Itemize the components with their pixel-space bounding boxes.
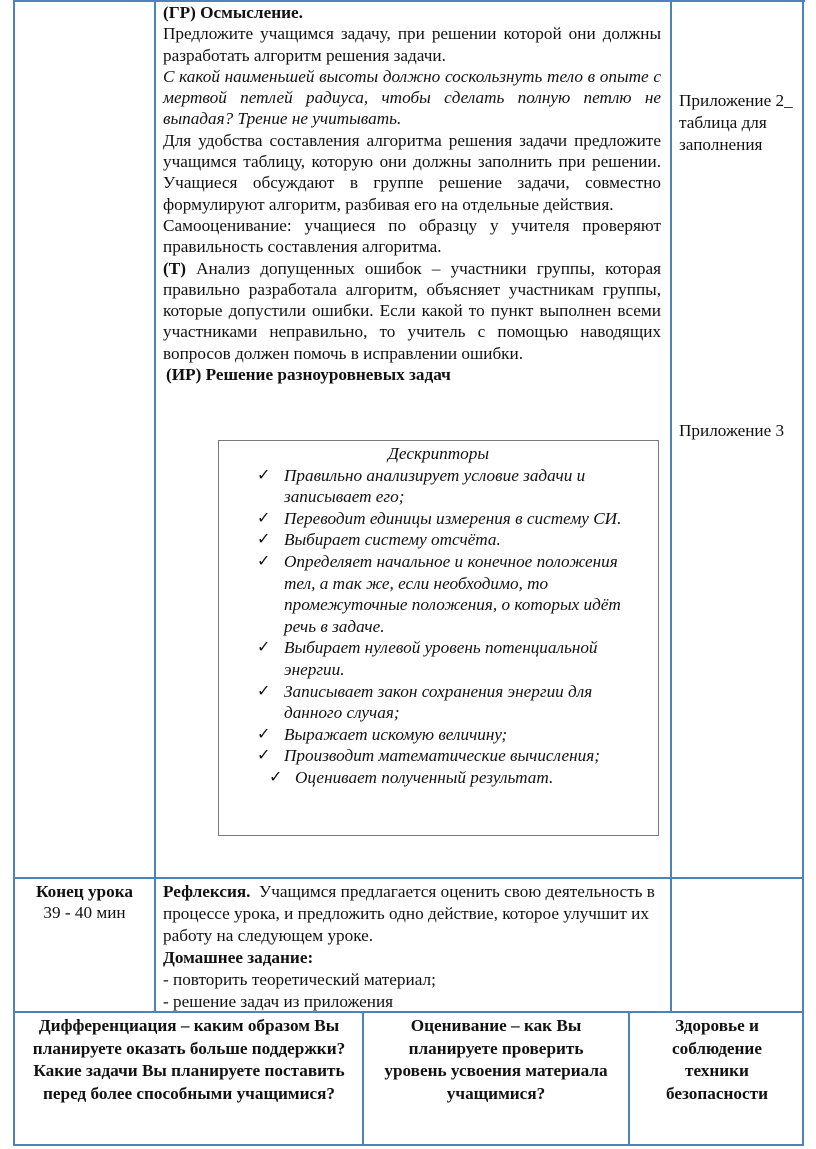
descriptor-item: ✓ Определяет начальное и конечное положения тел, а так же, если необходимо, то промежуточные положения, о которых идёт речь в задаче. [257, 551, 621, 636]
checkmark-icon: ✓ [257, 747, 271, 765]
row-divider-end [13, 877, 804, 879]
end-stage-cell [16, 881, 153, 924]
end-stage-title: Конец урока [36, 882, 133, 901]
self-assessment: Самооценивание: учащиеся по образцу у учителя проверяют правильность составления алгоритма. [163, 215, 661, 257]
main-content-cell [163, 2, 661, 385]
task-statement: С какой наименьшей высоты должно соскользнуть тело в опыте с мертвой петлей радиуса, чтобы сделать полную петлю не выпадая? Трение не учитывать. [163, 66, 661, 129]
checkmark-icon: ✓ [257, 509, 271, 527]
table-bottom-border [13, 1144, 804, 1146]
reflection-text: Учащимся предлагается оценить свою деятельность в процессе урока, и предложить одно действие, которое улучшит их работу на следующем уроке. [163, 882, 660, 945]
footer-assessment: Оценивание – как Вы планируете проверить уровень усвоения материала учащимися? [384, 1016, 608, 1103]
descriptors-list [219, 465, 658, 789]
error-analysis [163, 258, 661, 364]
descriptors-title: Дескрипторы [387, 444, 490, 463]
checkmark-icon: ✓ [257, 552, 271, 570]
section-heading-ir: (ИР) Решение разноуровневых задач [166, 365, 451, 385]
reflection-label: Рефлексия. [163, 882, 251, 901]
checkmark-icon: ✓ [257, 531, 271, 549]
error-analysis-tag: (Т) [163, 258, 186, 278]
col-divider-resources [670, 0, 672, 1012]
footer-col-divider-2 [628, 1011, 630, 1146]
descriptors-box [218, 440, 659, 836]
descriptor-item: ✓ Выражает искомую величину; [257, 724, 508, 744]
resource-appendix-2: Приложение 2_ таблица для заполнения [679, 91, 793, 154]
descriptor-item: ✓ Производит математические вычисления; [257, 746, 600, 766]
table-instruction: Для удобства составления алгоритма решения задачи предложите учащимся таблицу, которую они должны заполнить при решении. Учащиеся обсуждают в группе решение задачи, совместно формулируют алгоритм, разбивая его на отдельные действия. [163, 130, 661, 214]
section-heading-gr: (ГР) Осмысление. [163, 3, 303, 22]
descriptor-item: ✓ Переводит единицы измерения в систему СИ. [257, 508, 622, 528]
footer-differentiation: Дифференциация – каким образом Вы планируете оказать больше поддержки? Какие задачи Вы планируете поставить перед более способными учащимися? [32, 1016, 346, 1103]
descriptor-item: ✓ Выбирает систему отсчёта. [257, 530, 501, 550]
footer-health-safety: Здоровье и соблюдение техники безопасности [666, 1016, 768, 1103]
reflection [163, 881, 663, 947]
error-analysis-text: Анализ допущенных ошибок – участники группы, которая правильно разработала алгоритм, объясняет участникам группы, которые допустили ошибки. Если какой то пункт выполнен всеми участниками неправильно, то учитель с помощью наводящих вопросов должен помочь в исправлении ошибки. [163, 258, 661, 363]
checkmark-icon: ✓ [269, 768, 283, 786]
descriptor-item: ✓ Оценивает полученный результат. [269, 767, 554, 787]
descriptor-item: ✓ Записывает закон сохранения энергии для данного случая; [257, 681, 593, 723]
homework-title: Домашнее задание: [163, 948, 314, 967]
checkmark-icon: ✓ [257, 639, 271, 657]
resource-appendix-3: Приложение 3 [679, 421, 785, 440]
homework-item: - повторить теоретический материал; [163, 970, 436, 989]
end-content-cell [163, 881, 663, 1013]
table-right-border [802, 0, 804, 1146]
task-intro: Предложите учащимся задачу, при решении которой они должны разработать алгоритм решения задачи. [163, 24, 661, 65]
end-stage-time: 39 - 40 мин [43, 903, 126, 923]
checkmark-icon: ✓ [257, 725, 271, 743]
descriptor-item: ✓ Выбирает нулевой уровень потенциальной энергии. [257, 638, 598, 679]
footer-col-divider-1 [362, 1011, 364, 1146]
col-divider-stage [154, 0, 156, 1012]
homework-item: - решение задач из приложения [163, 992, 394, 1011]
descriptor-item: ✓ Правильно анализирует условие задачи и записывает его; [257, 465, 586, 507]
table-left-border [13, 0, 15, 1146]
checkmark-icon: ✓ [257, 466, 271, 484]
checkmark-icon: ✓ [257, 682, 271, 700]
